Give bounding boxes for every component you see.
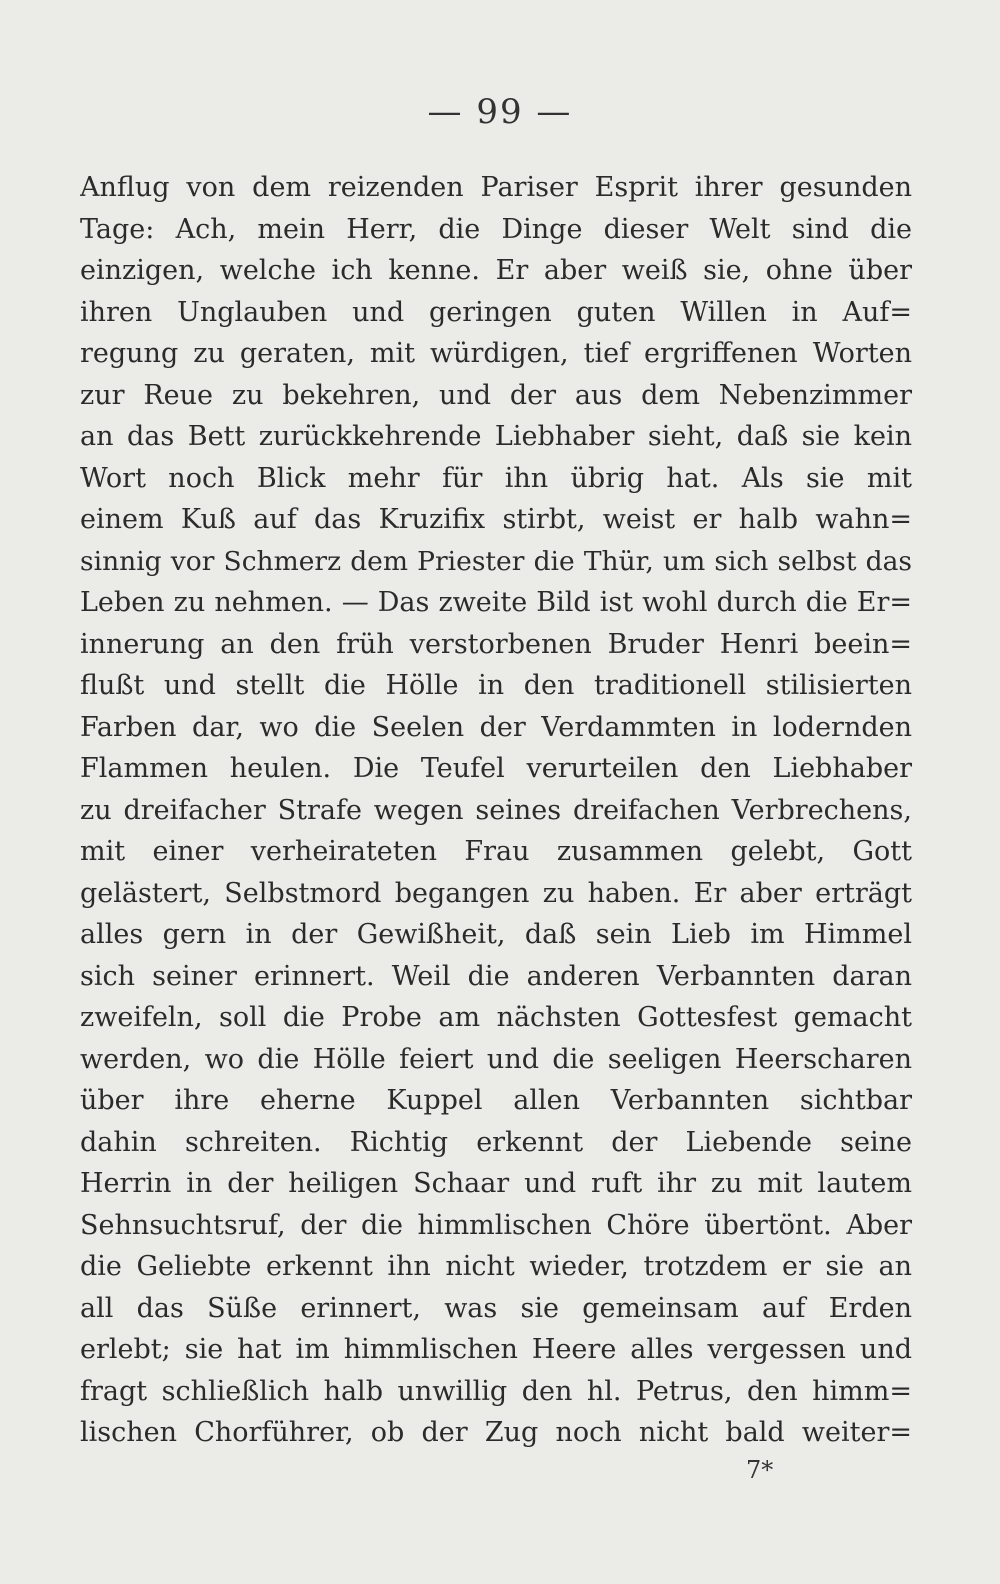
text-line: Tage: Ach, mein Herr, die Dinge dieser Welt sind die [80, 213, 912, 245]
text-line: Anflug von dem reizenden Pariser Esprit ihrer gesunden [80, 172, 912, 203]
text-line: flußt und stellt die Hölle in den traditionell stilisierten [80, 670, 912, 701]
text-line: zur Reue zu bekehren, und der aus dem Nebenzimmer [80, 379, 912, 411]
text-line: die Geliebte erkennt ihn nicht wieder, trotzdem er sie an [80, 1251, 912, 1282]
text-line: all das Süße erinnert, was sie gemeinsam auf Erden [80, 1292, 912, 1324]
text-line: zu dreifacher Strafe wegen seines dreifachen Verbrechens, [80, 794, 912, 826]
text-line: innerung an den früh verstorbenen Bruder Henri beein= [80, 628, 912, 660]
text-line: ihren Unglauben und geringen guten Willen in Auf= [80, 296, 912, 328]
text-line: einzigen, welche ich kenne. Er aber weiß sie, ohne über [80, 255, 912, 286]
text-line: erlebt; sie hat im himmlischen Heere alles vergessen und [80, 1334, 912, 1365]
text-line: regung zu geraten, mit würdigen, tief ergriffenen Worten [80, 338, 912, 369]
body-text [80, 167, 912, 1454]
text-line: an das Bett zurückkehrende Liebhaber sieht, daß sie kein [80, 421, 912, 452]
text-line: Leben zu nehmen. — Das zweite Bild ist wohl durch die Er= [80, 587, 912, 618]
text-line: fragt schließlich halb unwillig den hl. Petrus, den himm= [80, 1375, 912, 1407]
text-line: über ihre eherne Kuppel allen Verbannten sichtbar [80, 1085, 912, 1116]
text-line: Sehnsuchtsruf, der die himmlischen Chöre übertönt. Aber [80, 1209, 912, 1241]
text-line: alles gern in der Gewißheit, daß sein Lieb im Himmel [80, 919, 912, 950]
text-line: dahin schreiten. Richtig erkennt der Liebende seine [80, 1126, 912, 1158]
text-line: einem Kuß auf das Kruzifix stirbt, weist er halb wahn= [80, 504, 912, 535]
text-line: sinnig vor Schmerz dem Priester die Thür, um sich selbst das [80, 545, 912, 577]
page-number: — 99 — [427, 92, 573, 132]
signature-mark: 7* [746, 1456, 774, 1484]
text-line: Flammen heulen. Die Teufel verurteilen den Liebhaber [80, 753, 912, 784]
text-line: mit einer verheirateten Frau zusammen gelebt, Gott [80, 836, 912, 867]
text-line: gelästert, Selbstmord begangen zu haben. Er aber erträgt [80, 877, 912, 909]
text-line: zweifeln, soll die Probe am nächsten Gottesfest gemacht [80, 1002, 912, 1033]
text-line: sich seiner erinnert. Weil die anderen Verbannten daran [80, 960, 912, 992]
text-line: Herrin in der heiligen Schaar und ruft ihr zu mit lautem [80, 1168, 912, 1199]
text-line: werden, wo die Hölle feiert und die seeligen Heerscharen [80, 1043, 912, 1075]
text-line: lischen Chorführer, ob der Zug noch nicht bald weiter= [80, 1417, 912, 1448]
text-line: Farben dar, wo die Seelen der Verdammten in lodernden [80, 711, 912, 743]
text-line: Wort noch Blick mehr für ihn übrig hat. Als sie mit [80, 462, 912, 494]
